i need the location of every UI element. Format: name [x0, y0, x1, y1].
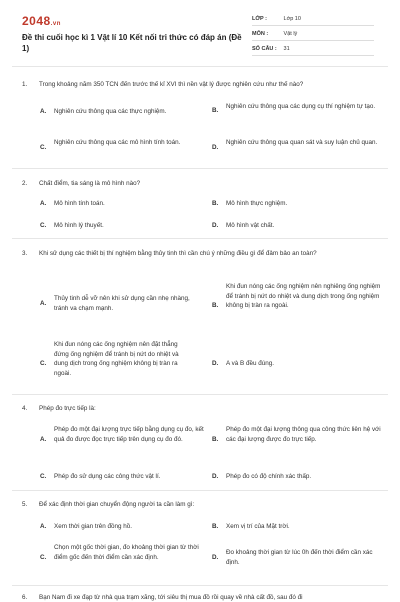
question-number: 5.: [22, 501, 28, 508]
meta-value: 31: [283, 46, 290, 52]
meta-label: LỚP :: [252, 16, 267, 22]
option-letter: A.: [40, 108, 47, 115]
question-number: 1.: [22, 81, 28, 88]
option-text: Xem vị trí của Mặt trời.: [226, 523, 290, 530]
question-text: Trong khoảng năm 350 TCN đến trước thế kỉ XVI thì nền vật lý được nghiên cứu như thế nào?: [39, 81, 304, 88]
option-letter: B.: [212, 302, 219, 309]
question-number: 4.: [22, 405, 28, 412]
divider: [12, 66, 388, 67]
divider: [12, 168, 388, 169]
option-letter: B.: [212, 436, 219, 443]
divider: [12, 490, 388, 491]
option-text: Khi đun nóng các ống nghiệm nên nghiêng ống nghiệm để tránh bị nứt do nhiệt và dung dịch trong ống nghiệm không bị tràn ra ngoài.: [226, 283, 381, 309]
option-letter: A.: [40, 523, 47, 530]
document-header: [0, 0, 400, 60]
site-logo[interactable]: [22, 14, 61, 28]
option-letter: C.: [40, 360, 47, 367]
option-text: Nghiên cứu thông qua các mô hình tính toán.: [54, 139, 181, 146]
exam-title: Đề thi cuối học kì 1 Vật lí 10 Kết nối tri thức có đáp án (Đề 1): [22, 33, 242, 53]
option-text: Khi đun nóng các ống nghiệm nên đặt thẳng đứng ống nghiệm để tránh bị nứt do nhiệt và dung dịch trong ống nghiệm không bị tràn ra ngoài.: [54, 341, 179, 377]
meta-label: MÔN :: [252, 31, 269, 37]
option-letter: B.: [212, 200, 219, 207]
option-text: Mô hình tính toán.: [54, 200, 105, 207]
option-text: Nghiên cứu thông qua quan sát và suy luận chủ quan.: [226, 139, 378, 146]
logo-main: 2048: [22, 14, 51, 28]
meta-label: SỐ CÂU :: [252, 46, 277, 52]
meta-class: [252, 16, 374, 22]
divider: [12, 585, 388, 586]
option-letter: C.: [40, 473, 47, 480]
divider: [12, 238, 388, 239]
option-letter: B.: [212, 523, 219, 530]
option-letter: C.: [40, 554, 47, 561]
question-text: Để xác định thời gian chuyển động người ta cần làm gì:: [39, 501, 195, 508]
option-letter: B.: [212, 107, 219, 114]
option-text: Chọn một gốc thời gian, đo khoảng thời gian từ thời điểm gốc đến thời điểm cần xác định.: [54, 544, 199, 561]
question-text: Phép đo trực tiếp là:: [39, 405, 96, 412]
option-text: Nghiên cứu thông qua các thực nghiệm.: [54, 108, 167, 115]
option-text: Phép đo có độ chính xác thấp.: [226, 473, 312, 480]
option-letter: D.: [212, 473, 219, 480]
option-text: Đo khoảng thời gian từ lúc 0h đến thời điểm cần xác định.: [226, 549, 373, 566]
question-text: Chất điểm, tia sáng là mô hình nào?: [39, 180, 141, 187]
option-letter: C.: [40, 144, 47, 151]
option-letter: C.: [40, 222, 47, 229]
option-letter: A.: [40, 300, 47, 307]
option-text: Phép đo một đại lượng trực tiếp bằng dụng cụ đo, kết quả đo được đọc trực tiếp trên dụng cụ đo đó.: [54, 426, 204, 443]
question-text: Khi sử dụng các thiết bị thí nghiệm bằng thủy tinh thì cần chú ý những điều gì để đảm bảo an toàn?: [39, 250, 317, 257]
option-letter: D.: [212, 360, 219, 367]
meta-value: Lớp 10: [283, 16, 301, 22]
option-letter: D.: [212, 222, 219, 229]
option-letter: D.: [212, 554, 219, 561]
option-text: A và B đều đúng.: [226, 360, 274, 367]
divider: [12, 394, 388, 395]
option-text: Xem thời gian trên đồng hồ.: [54, 523, 132, 530]
option-letter: A.: [40, 200, 47, 207]
question-number: 3.: [22, 250, 28, 257]
question-number: 6.: [22, 594, 28, 601]
option-letter: A.: [40, 436, 47, 443]
option-text: Mô hình vật chất.: [226, 222, 275, 229]
meta-value: Vật lý: [283, 31, 298, 37]
meta-subject: [252, 31, 374, 37]
option-text: Phép đo một đại lượng thông qua công thức liên hệ với các đại lượng được đo trực tiếp.: [226, 426, 381, 443]
logo-suffix: .vn: [50, 21, 61, 27]
option-text: Thủy tinh dễ vỡ nên khi sử dụng cần nhẹ nhàng, tránh va chạm mạnh.: [54, 295, 190, 312]
option-letter: D.: [212, 144, 219, 151]
question-number: 2.: [22, 180, 28, 187]
option-text: Mô hình lý thuyết.: [54, 222, 104, 229]
option-text: Phép đo sử dụng các công thức vật lí.: [54, 473, 161, 480]
meta-question-count: [252, 46, 374, 52]
option-text: Nghiên cứu thông qua các dụng cụ thí nghiệm tự tạo.: [226, 103, 376, 110]
question-text: Bạn Nam đi xe đạp từ nhà qua trạm xăng, tới siêu thị mua đồ rồi quay về nhà cất đồ, sau đó đi: [39, 594, 303, 601]
option-text: Mô hình thực nghiệm.: [226, 200, 288, 207]
